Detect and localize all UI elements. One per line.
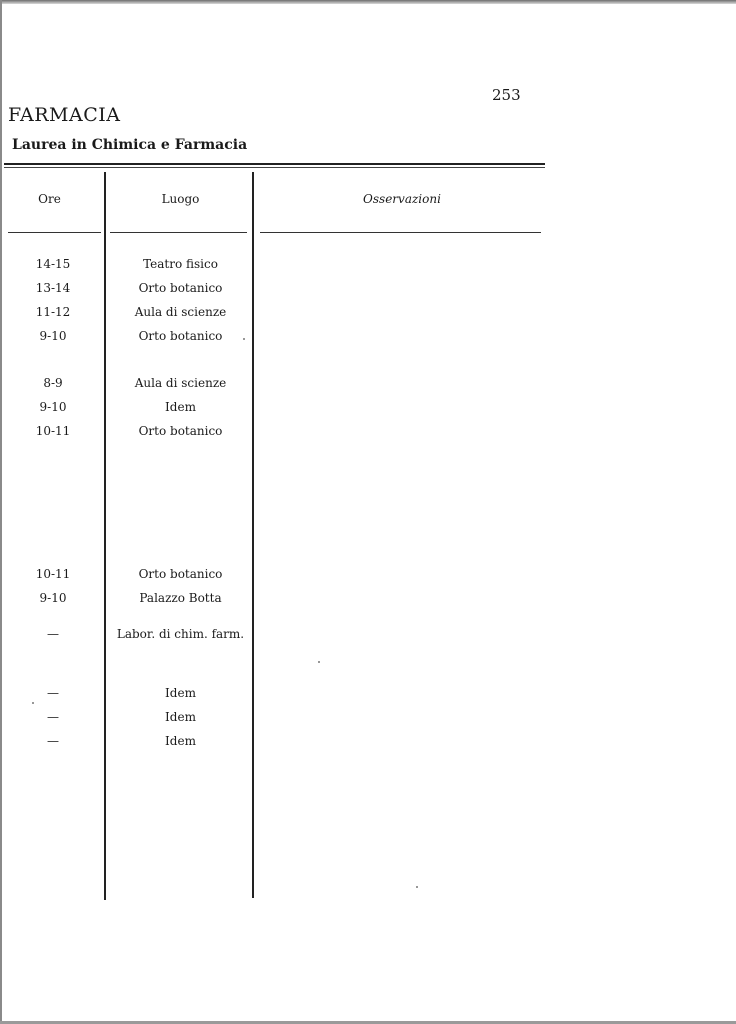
- row-place: Teatro fisico: [143, 257, 218, 271]
- column-divider-left: [104, 172, 106, 900]
- print-speck: [318, 661, 320, 663]
- row-hours: 11-12: [35, 305, 71, 319]
- row-place: Orto botanico: [138, 567, 223, 581]
- row-place: Palazzo Botta: [139, 591, 222, 605]
- row-hours: 10-11: [35, 424, 71, 438]
- row-place: Idem: [165, 734, 196, 748]
- row-place: Aula di scienze: [134, 305, 227, 319]
- print-speck: [243, 338, 245, 340]
- row-place: Idem: [165, 400, 196, 414]
- row-place: Aula di scienze: [134, 376, 227, 390]
- header-rule-place: [110, 232, 247, 233]
- row-hours: 14-15: [35, 257, 71, 271]
- row-hours: —: [47, 686, 59, 700]
- header-rule-hours: [8, 232, 101, 233]
- row-hours: —: [47, 734, 59, 748]
- header-hours: Ore: [38, 192, 61, 206]
- row-place: Labor. di chim. farm.: [116, 627, 245, 641]
- row-hours: 9-10: [39, 400, 67, 414]
- row-place: Idem: [165, 710, 196, 724]
- row-place: Orto botanico: [138, 329, 223, 343]
- page-number: 253: [492, 86, 521, 104]
- row-place: Idem: [165, 686, 196, 700]
- row-hours: 8-9: [43, 376, 63, 390]
- header-place: Luogo: [161, 192, 200, 206]
- row-hours: —: [47, 710, 59, 724]
- table-top-rule-thin: [4, 167, 545, 168]
- row-place: Orto botanico: [138, 424, 223, 438]
- print-speck: [416, 886, 418, 888]
- row-hours: 9-10: [39, 329, 67, 343]
- row-place: Orto botanico: [138, 281, 223, 295]
- table-top-rule: [4, 163, 545, 165]
- header-rule-notes: [260, 232, 541, 233]
- subtitle: Laurea in Chimica e Farmacia: [12, 137, 248, 153]
- row-hours: 10-11: [35, 567, 71, 581]
- row-hours: 9-10: [39, 591, 67, 605]
- header-notes: Osservazioni: [363, 192, 441, 206]
- section-title: FARMACIA: [8, 104, 121, 126]
- page-edge-left: [0, 0, 2, 1024]
- row-hours: 13-14: [35, 281, 71, 295]
- row-hours: —: [47, 627, 59, 641]
- page-edge-top: [0, 0, 736, 4]
- print-speck: [32, 702, 34, 704]
